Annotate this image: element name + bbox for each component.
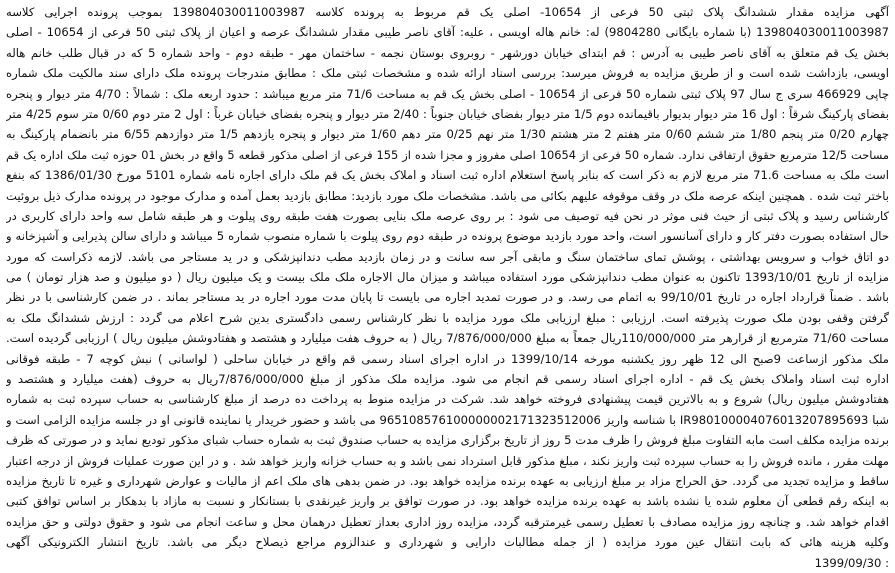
- notice-line: بخش یک قم متعلق به آقای ناصر طیبی به آدرس : قم ابتدای خیابان دورشهر - روبروی بوستان نجمه - ساختمان مهر - طبقه دوم - واحد شماره 5 که در قبال طلب خانم هاله: [6, 45, 889, 60]
- notice-line: به اینکه رقم قطعی آن معلوم شده یا نشده باشد به عهده برنده مزایده خواهد بود. در صورت توافق بر واریز غیرنقدی با بستانکار و نسبت به مازاد با بدهکار بر اساس توافق کتبی: [6, 494, 889, 509]
- notice-line: شبا IR980100004076013207895693 با شناسه واریز 965108576100000002171323512006 می باشد و حضور خریدار یا نماینده قانونی او در جلسه مزایده الزامی است و: [6, 412, 889, 427]
- notice-line: اویسی، بازداشت شده است و از طریق مزایده به فروش میرسد: بررسی اسناد ارائه شده و مشخصات ثبتی ملک : مطابق مندرجات پرونده ملک دارای سند مالکیت ملک شماره: [6, 66, 889, 81]
- notice-line: اقدام خواهد شد. و چنانچه روز مزایده مصادف با تعطیل رسمی غیرمترقبه گردد، مزایده روز اداری بعداز تعطیل درهمان محل و ساعت انجام می شود و حقوق دولتی و حق مزایده: [6, 514, 889, 529]
- notice-line: گرفتن وقفی بودن ملک صورت پذیرفته است. ارزیابی : مبلغ ارزیابی ملک مورد مزایده با نظر کارشناس رسمی دادگستری بدین شرح اعلام می گردد : ارزش ششدانگ ملک به: [6, 310, 889, 325]
- notice-line: مساحت 71/60 مترمربع از قرارهر متر 110/000/000ریال جمعاً به مبلغ 7/876/000/000 ریال ( به حروف هفت میلیارد و هشتصد و هفتادوشش میلیون ریال ) ارزیابی گردیده است.: [6, 331, 889, 346]
- notice-line: است ملک به مساحت 71.6 متر مربع لازم به ذکر است که بنابر پاسخ استعلام اداره ثبت اسناد و املاک بخش یک قم ملک دارای اجاره نامه شماره 5101 مورخ 1386/01/30 که بنفع: [6, 168, 889, 183]
- notice-line: باختر ثبت شده . همچنین اینکه عرصه ملک در وقف موقوفه علیهم بکائی می باشد. مشخصات ملک مورد بازدید: مطابق بازدید بعمل آمده و مدارک موجود در پرونده مدارک ذیل بروئیت: [6, 188, 889, 203]
- notice-line: آگهی مزایده مقدار ششدانگ پلاک ثبتی 50 فرعی از 10654- اصلی یک قم مربوط به پرونده کلاسه 139804030011003987 بموجب پرونده اجرایی کلاسه: [6, 5, 889, 19]
- notice-line: چاپی 466929 سری ج سال 97 پلاک ثبتی شماره 50 فرعی از 10654 - اصلی بخش یک قم به مساحت 71/6 متر مربع میباشد : حدود اربعه ملک : شمالاً : 4/70 متر دیوار و پنجره: [6, 86, 889, 101]
- notice-date-line: 1399/09/30 :: [814, 555, 889, 570]
- notice-line: اداره ثبت اسناد واملاک بخش یک قم - اداره اجرای اسناد رسمی قم انجام می شود. مزایده ملک مذکور از مبلغ 7/876/000/000ریال به حروف (هفت میلیارد و هشتصد و: [6, 372, 889, 387]
- notice-line: مساحت 12/5 مترمربع حقوق ارتفاقی ندارد. شماره 50 فرعی از 10654 اصلی مفروز و مجزا شده از 155 فرعی از اصلی مذکور قطعه 5 واقع در بخش 01 حوزه ثبت ملک اداره یک قم: [6, 147, 889, 162]
- notice-line: ساقط و مزایده تجدید می گردد. حق الحراج مزاد بر مبلغ ارزیابی به عهده برنده مزایده خواهد بود. در ضمن بدهی های ملک اعم از مالیات و عوارض شهرداری و غیره تا تاریخ مزایده: [6, 473, 889, 488]
- notice-line: دو اتاق خواب و سرویس بهداشتی ، پوشش تمای ساختمان سنگ و مابقی آجر سه سانت و در زمان بازدید مطب دندانپزشکی و در ید مستاجر می باشد. لازمه ذکراست که مورد: [6, 249, 889, 264]
- notice-line: 139804030011003987 (با شماره بایگانی 9804280) له: خانم هاله اویسی ، علیه: آقای ناصر طیبی مقدار ششدانگ عرصه و اعیان از پلاک ثبتی 50 فرعی از 10654 - اصلی: [6, 25, 889, 40]
- notice-line: هفتادوشش میلیون ریال) شروع و به بالاترین قیمت پیشنهادی فروخته خواهد شد. شرکت در مزایده منوط به پرداخت ده درصد از مبلغ کارشناسی به حساب سپرده ثبت به شماره: [6, 392, 889, 407]
- notice-line: باشد . ضمناً قرارداد اجاره در تاریخ 99/10/01 به اتمام می رسد. و در صورت تمدید اجاره می بایست تا پایان مدت مورد اجاره در ید مستاجر بماند . در ضمن کارشناسی با در نظر: [6, 290, 889, 305]
- notice-line: مهلت مقرر ، مانده فروش را به حساب سپرده ثبت واریز نکند ، مبلغ مذکور قابل استرداد نمی باشد و به حساب خزانه واریز خواهد شد . و در این صورت عملیات فروش از درجه اعتبار: [6, 453, 889, 468]
- notice-line: برنده مزایده مکلف است مابه التفاوت مبلغ فروش را ظرف مدت 5 روز از تاریخ برگزاری مزایده به حساب صندوق ثبت به شماره حساب شبای مذکور تودیع نماید و در صورتی که ظرف: [6, 433, 889, 448]
- notice-line: ملک مذکور ازساعت 9صبح الی 12 ظهر روز یکشنبه مورخه 1399/10/14 در اداره اجرای اسناد رسمی قم واقع در خیابان ساحلی ( لواسانی ) نبش کوچه 7 - طبقه فوقانی: [6, 351, 889, 366]
- notice-line: کارشناس رسید و پلاک ثبتی از حیث فنی موثر در نحن فیه توصیف می شود : بر روی عرصه ملک بنایی بصورت هفت طبقه روی پیلوت و هر طبقه شامل سه واحد دارای کاربری در: [6, 208, 889, 223]
- notice-line: مزایده از تاریخ 1393/10/01 تاکنون به عنوان مطب دندانپزشکی مورد استفاده میباشد و میزان مال الاجاره ملک ملک بیست و یک میلیون ریال ( دو میلیون و صد هزار تومان ) می: [6, 270, 889, 285]
- notice-line: بفضای پارکینگ شرقاً : اول 16 متر دیوار بدیوار باقیمانده دوم 1/5 متر دیوار بفضای خیابان جنوباً : 2/40 متر دیوار و پنجره بفضای خیابان غرباً : اول 2 متر دوم 0/60 متر سوم 4/25 متر: [6, 106, 889, 121]
- notice-line: وکلیه هزینه هائی که بابت انتقال عین مورد مزایده ( از جمله مطالبات دارایی و شهرداری و عندالزوم مراجع ذیصلاح دیگر می باشد. تاریخ انتشار الکترونیکی آگهی: [6, 535, 889, 550]
- notice-line: چهارم 0/20 متر پنجم 1/80 متر ششم 0/60 متر هفتم 2 متر هشتم 1/30 متر نهم 0/25 متر دهم 1/60 متر دیوار و پنجره یازدهم 1/5 متر دوازدهم 6/55 متر بانضمام پارکینگ به: [6, 127, 889, 142]
- notice-line: حال استفاده بصورت دفتر کار و دارای آسانسور است، واحد مورد بازدید موضوع پرونده در طبقه دوم روی پیلوت با شماره منصوب شماره 5 میباشد و دارای سالن پذیرایی و آشپزخانه و: [6, 229, 889, 244]
